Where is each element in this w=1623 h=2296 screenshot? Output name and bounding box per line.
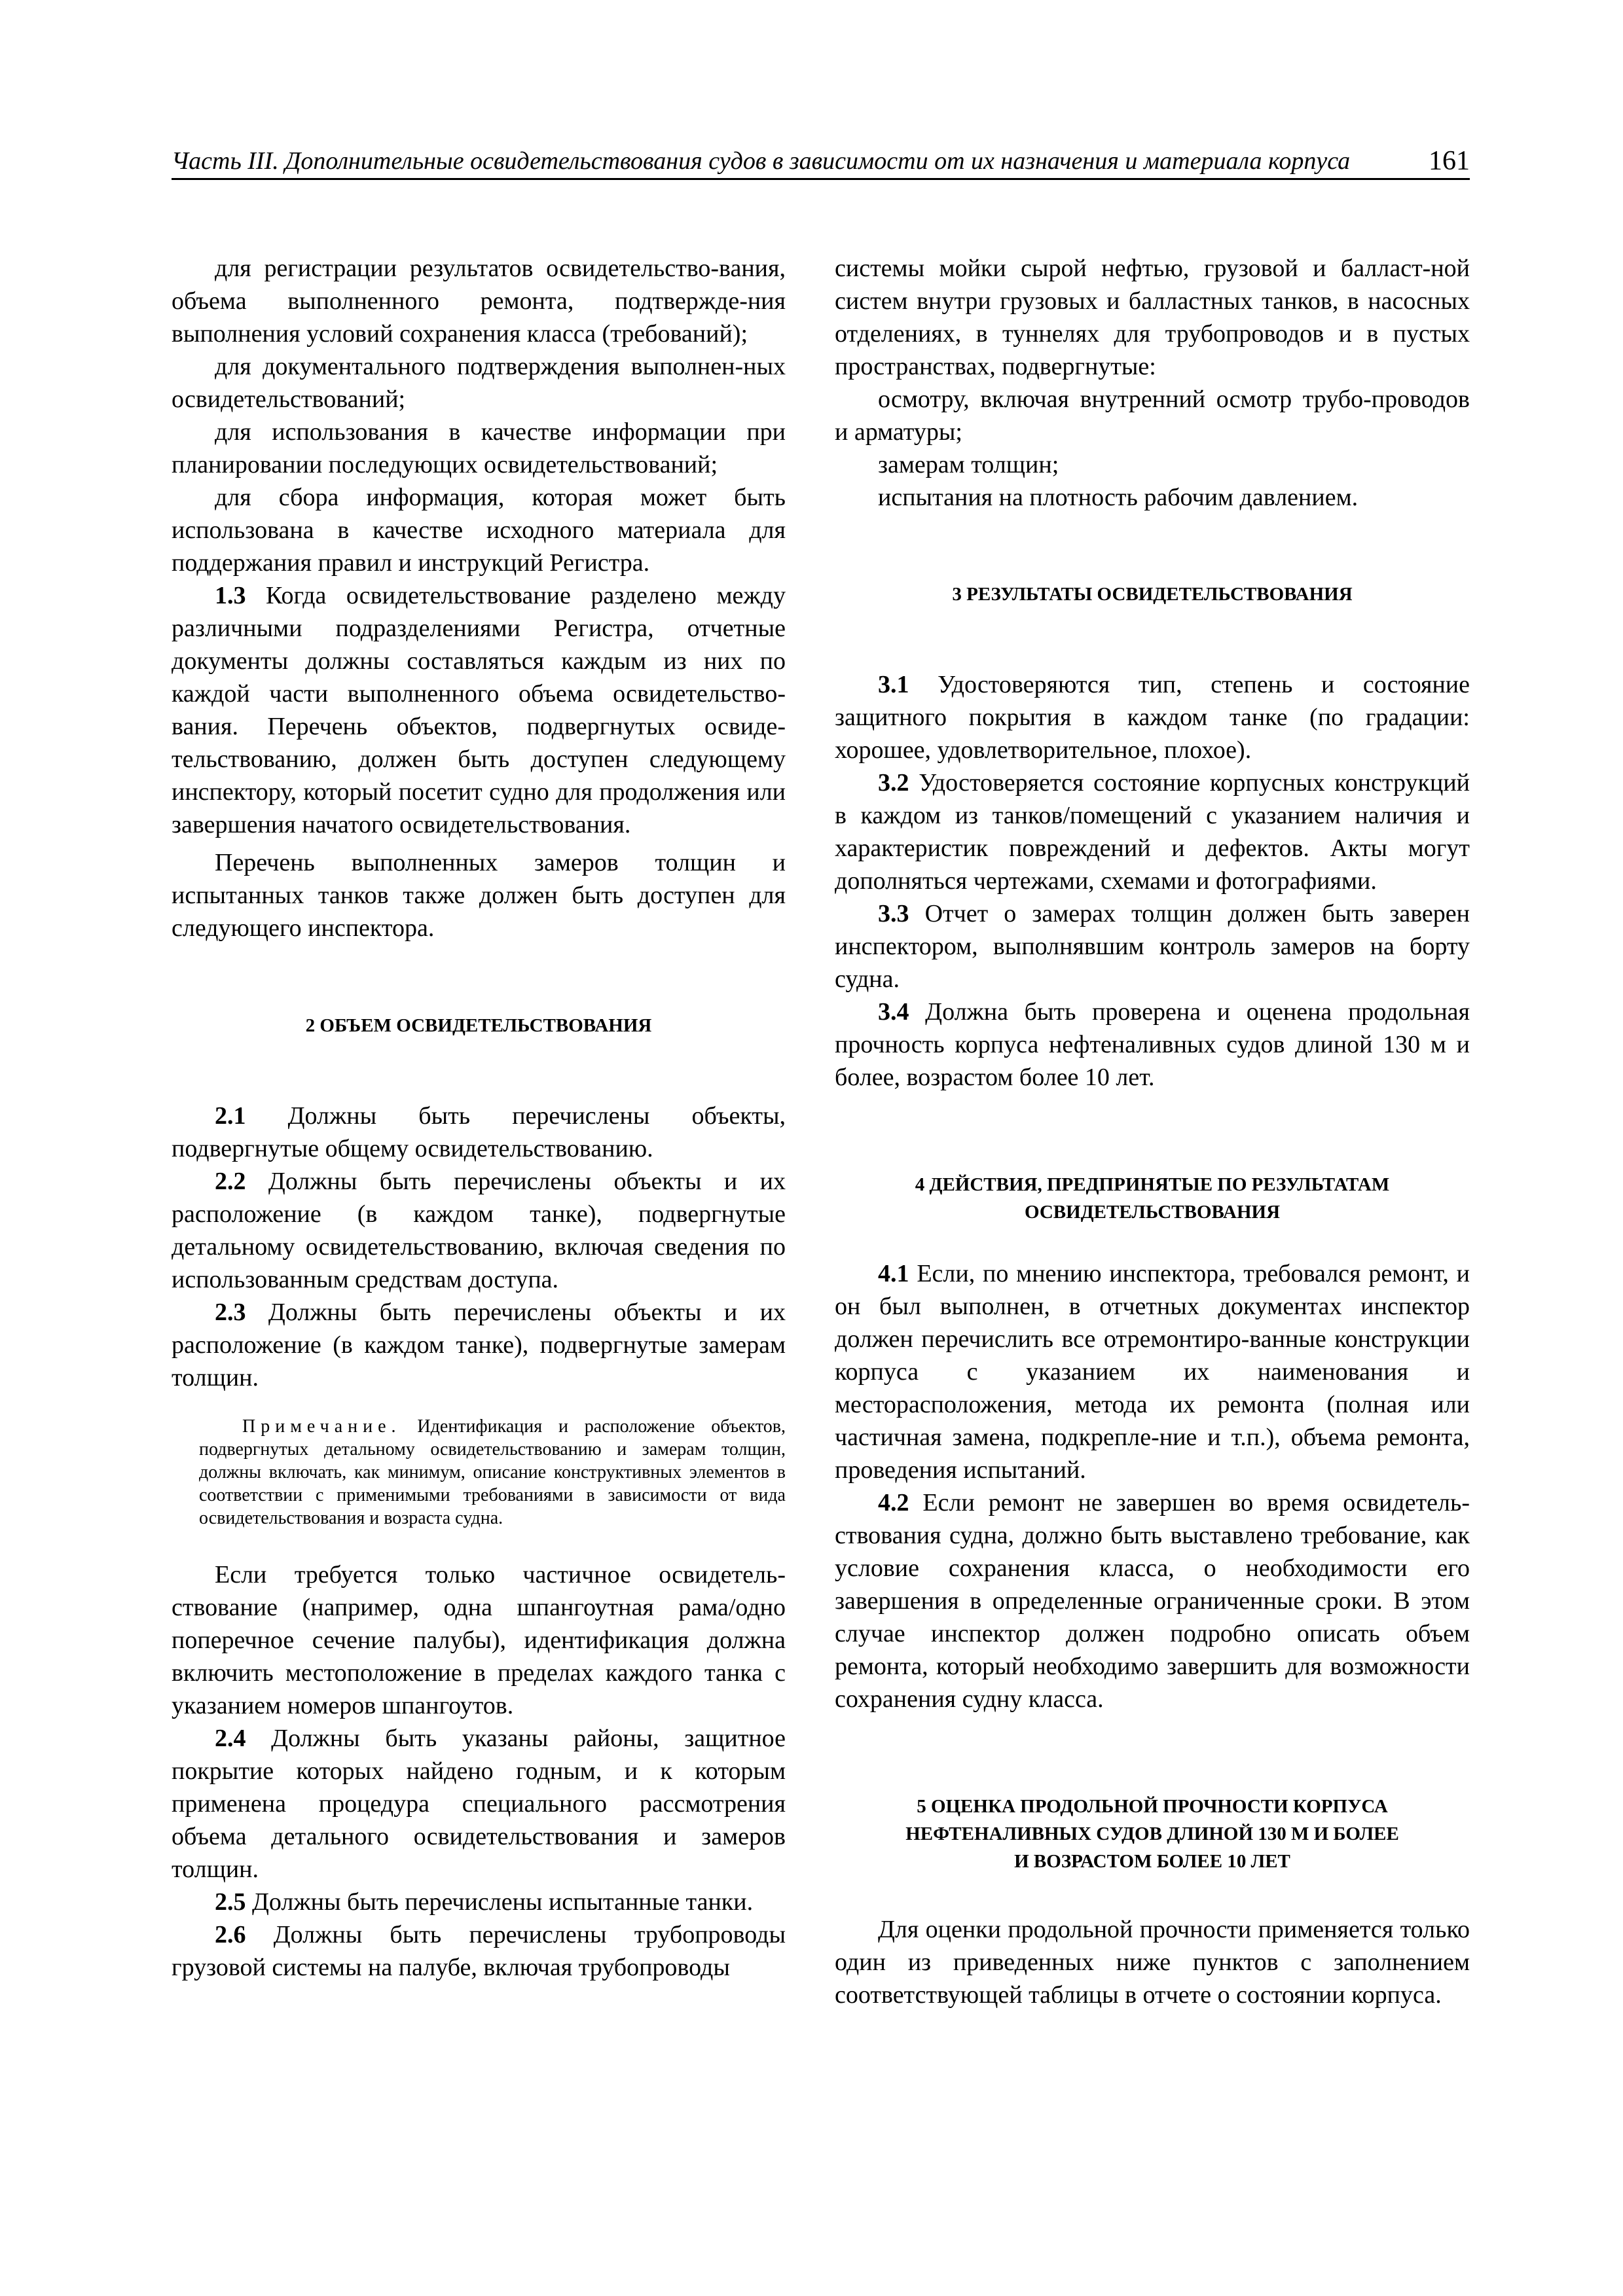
- clause-3-2: [835, 766, 1470, 897]
- paragraph: Если требуется только частичное освидетель-ствование (например, одна шпангоутная рама/одно поперечное сечение палубы), идентификация должна включить местоположение в пределах каждого танка с указанием номеров шпангоутов.: [172, 1561, 786, 1719]
- clause-text: Отчет о замерах толщин должен быть заверен инспектором, выполнявшим контроль замеров на борту судна.: [835, 900, 1470, 993]
- paragraph: для документального подтверждения выполнен-ных освидетельствований;: [172, 353, 786, 413]
- clause-number: 2.1: [215, 1102, 246, 1130]
- clause-3-3: [835, 897, 1470, 996]
- paragraph: испытания на плотность рабочим давлением.: [878, 484, 1359, 511]
- section-4-title-line: ОСВИДЕТЕЛЬСТВОВАНИЯ: [1024, 1202, 1281, 1223]
- clause-text: Должны быть перечислены объекты и их расположение (в каждом танке), подвергнутые замерам толщин.: [172, 1299, 786, 1391]
- clause-2-2: [172, 1165, 786, 1296]
- clause-2-6: [172, 1918, 786, 1984]
- section-5-title-line: И ВОЗРАСТОМ БОЛЕЕ 10 ЛЕТ: [1014, 1851, 1290, 1872]
- clause-text: Удостоверяются тип, степень и состояние защитного покрытия в каждом танке (по градации: хорошее, удовлетворительное, плохое).: [835, 671, 1470, 764]
- header-title: Часть III. Дополнительные освидетельствования судов в зависимости от их назначения и материала корпуса: [172, 147, 1351, 175]
- clause-number: 3.3: [878, 900, 909, 927]
- clause-2-1: [172, 1100, 786, 1165]
- section-2-title: 2 ОБЪЕМ ОСВИДЕТЕЛЬСТВОВАНИЯ: [305, 1015, 652, 1036]
- clause-3-1: [835, 668, 1470, 766]
- clause-text: Если, по мнению инспектора, требовался ремонт, и он был выполнен, в отчетных документах инспектор должен перечислить все отремонтиро-ванные конструкции корпуса с указанием их наименования и месторасположения, метода их ремонта (полная или частичная замена, подкрепле-ние и т.п.), объема ремонта, проведения испытаний.: [835, 1260, 1470, 1484]
- clause-2-5: [172, 1886, 786, 1918]
- clause-text: Должны быть перечислены объекты, подвергнутые общему освидетельствованию.: [172, 1102, 786, 1162]
- clause-text: Должны быть указаны районы, защитное покрытие которых найдено годным, и к которым применена процедура специального рассмотрения объема детального освидетельствования и замеров толщин.: [172, 1725, 786, 1883]
- paragraph: для сбора информация, которая может быть использована в качестве исходного материала для поддержания правил и инструкций Регистра.: [172, 484, 786, 577]
- clause-2-3: [172, 1296, 786, 1394]
- clause-3-4: [835, 996, 1470, 1094]
- clause-number: 3.4: [878, 998, 909, 1026]
- right-column: [835, 252, 1470, 2011]
- paragraph: замерам толщин;: [878, 451, 1059, 478]
- left-column: [172, 252, 786, 1984]
- clause-number: 2.6: [215, 1921, 246, 1948]
- section-4-title-line: 4 ДЕЙСТВИЯ, ПРЕДПРИНЯТЫЕ ПО РЕЗУЛЬТАТАМ: [915, 1174, 1390, 1195]
- paragraph: для регистрации результатов освидетельство-вания, объема выполненного ремонта, подтвержде-ния выполнения условий сохранения класса (требований);: [172, 255, 786, 348]
- clause-4-2: [835, 1486, 1470, 1715]
- paragraph: для использования в качестве информации при планировании последующих освидетельствований;: [172, 418, 786, 478]
- running-header: [172, 139, 1470, 180]
- paragraph: осмотру, включая внутренний осмотр трубо-проводов и арматуры;: [835, 386, 1470, 446]
- clause-number: 4.2: [878, 1489, 909, 1516]
- clause-text: Удостоверяется состояние корпусных конструкций в каждом из танков/помещений с указанием наличия и характеристик повреждений и дефектов. Акты могут дополняться чертежами, схемами и фотографиями.: [835, 769, 1470, 895]
- note: [172, 1415, 786, 1530]
- clause-number: 2.2: [215, 1168, 246, 1195]
- section-5-title-line: НЕФТЕНАЛИВНЫХ СУДОВ ДЛИНОЙ 130 М И БОЛЕЕ: [905, 1823, 1399, 1844]
- clause-text: Должны быть перечислены трубопроводы грузовой системы на палубе, включая трубопроводы: [172, 1921, 786, 1981]
- clause-4-1: [835, 1257, 1470, 1486]
- clause-number: 2.3: [215, 1299, 246, 1326]
- clause-number: 4.1: [878, 1260, 909, 1287]
- paragraph: системы мойки сырой нефтью, грузовой и балласт-ной систем внутри грузовых и балластных танков, в насосных отделениях, в туннелях для трубопроводов и в пустых пространствах, подвергнутые:: [835, 255, 1470, 380]
- section-3-title: 3 РЕЗУЛЬТАТЫ ОСВИДЕТЕЛЬСТВОВАНИЯ: [952, 584, 1353, 605]
- clause-number: 2.5: [215, 1888, 246, 1916]
- clause-number: 3.2: [878, 769, 909, 797]
- note-text: Идентификация и расположение объектов, подвергнутых детальному освидетельствованию и замерам толщин, должны включать, как минимум, описание конструктивных элементов в соответствии с применимыми требованиями в зависимости от вида освидетельствования и возраста судна.: [199, 1416, 786, 1528]
- clause-number: 2.4: [215, 1725, 246, 1752]
- clause-1-3: [172, 579, 786, 841]
- clause-2-4: [172, 1722, 786, 1886]
- clause-text: Если ремонт не завершен во время освидетель-ствования судна, должно быть выставлено требование, как условие сохранения класса, о необходимости его завершения в определенные ограниченные сроки. В этом случае инспектор должен подробно описать объем ремонта, который необходимо завершить для возможности сохранения судну класса.: [835, 1489, 1470, 1713]
- clause-text: Должна быть проверена и оценена продольная прочность корпуса нефтеналивных судов длиной 130 м и более, возрастом более 10 лет.: [835, 998, 1470, 1091]
- clause-text: Должны быть перечислены объекты и их расположение (в каждом танке), подвергнутые детальному освидетельствованию, включая сведения по использованным средствам доступа.: [172, 1168, 786, 1293]
- clause-text: Должны быть перечислены испытанные танки.: [246, 1888, 754, 1916]
- paragraph: Перечень выполненных замеров толщин и испытанных танков также должен быть доступен для следующего инспектора.: [172, 849, 786, 942]
- clause-text: Когда освидетельствование разделено между различными подразделениями Регистра, отчетные документы должны составляться каждым из них по каждой части выполненного объема освидетельство-вания. Перечень объектов, подвергнутых освиде-тельствованию, должен быть доступен следующему инспектору, который посетит судно для продолжения или завершения начатого освидетельствования.: [172, 582, 786, 838]
- clause-number: 3.1: [878, 671, 909, 698]
- note-label: Примечание.: [242, 1416, 401, 1437]
- page-number: 161: [1429, 146, 1470, 176]
- paragraph: Для оценки продольной прочности применяется только один из приведенных ниже пунктов с заполнением соответствующей таблицы в отчете о состоянии корпуса.: [835, 1916, 1470, 2009]
- section-5-title-line: 5 ОЦЕНКА ПРОДОЛЬНОЙ ПРОЧНОСТИ КОРПУСА: [917, 1796, 1388, 1817]
- clause-number: 1.3: [215, 582, 246, 609]
